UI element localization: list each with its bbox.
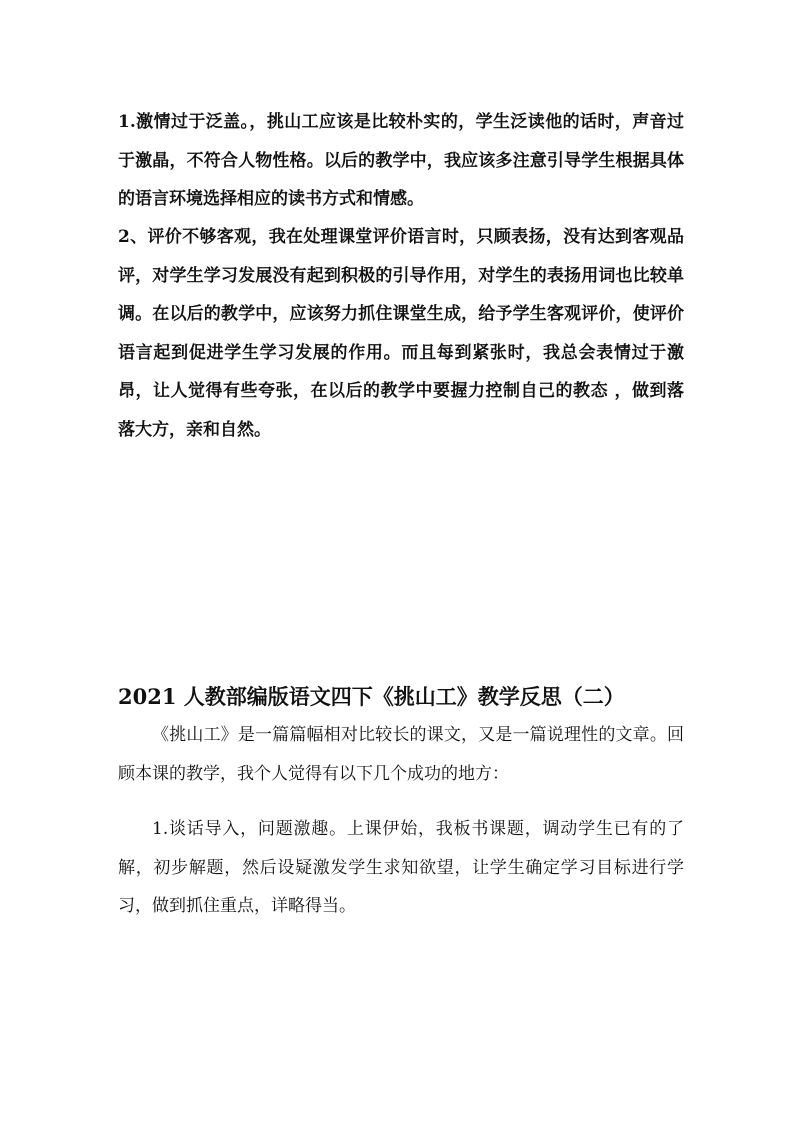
paragraph-reflection-point-2: 2、评价不够客观，我在处理课堂评价语言时，只顾表扬，没有达到客观品评，对学生学习发展没有起到积极的引导作用，对学生的表扬用词也比较单调。在以后的教学中，应该努力抓住课堂生成，给予学生客观评价，使评价语言起到促进学生学习发展的作用。而且每到紧张时，我总会表情过于激昂，让人觉得有些夸张，在以后的教学中要握力控制自己的教态 ，做到落落大方，亲和自然。	[118, 227, 684, 440]
paragraph-intro: 《挑山工》是一篇篇幅相对比较长的课文，又是一篇说理性的文章。回顾本课的教学，我个人觉得有以下几个成功的地方：	[118, 725, 684, 784]
paragraph-reflection-point-1: 1.激情过于泛盖。，挑山工应该是比较朴实的，学生泛读他的话时，声音过于激晶，不符合人物性格。以后的教学中，我应该多注意引导学生根据具体的语言环境选择相应的读书方式和情感。	[118, 112, 684, 209]
section-title: 2021 人教部编版语文四下《挑山工》教学反思（二）	[118, 684, 625, 709]
paragraph-success-point-1: 1.谈话导入，问题激趣。上课伊始，我板书课题，调动学生已有的了解，初步解题，然后设疑激发学生求知欲望，让学生确定学习目标进行学习，做到抓住重点，详略得当。	[118, 819, 684, 916]
